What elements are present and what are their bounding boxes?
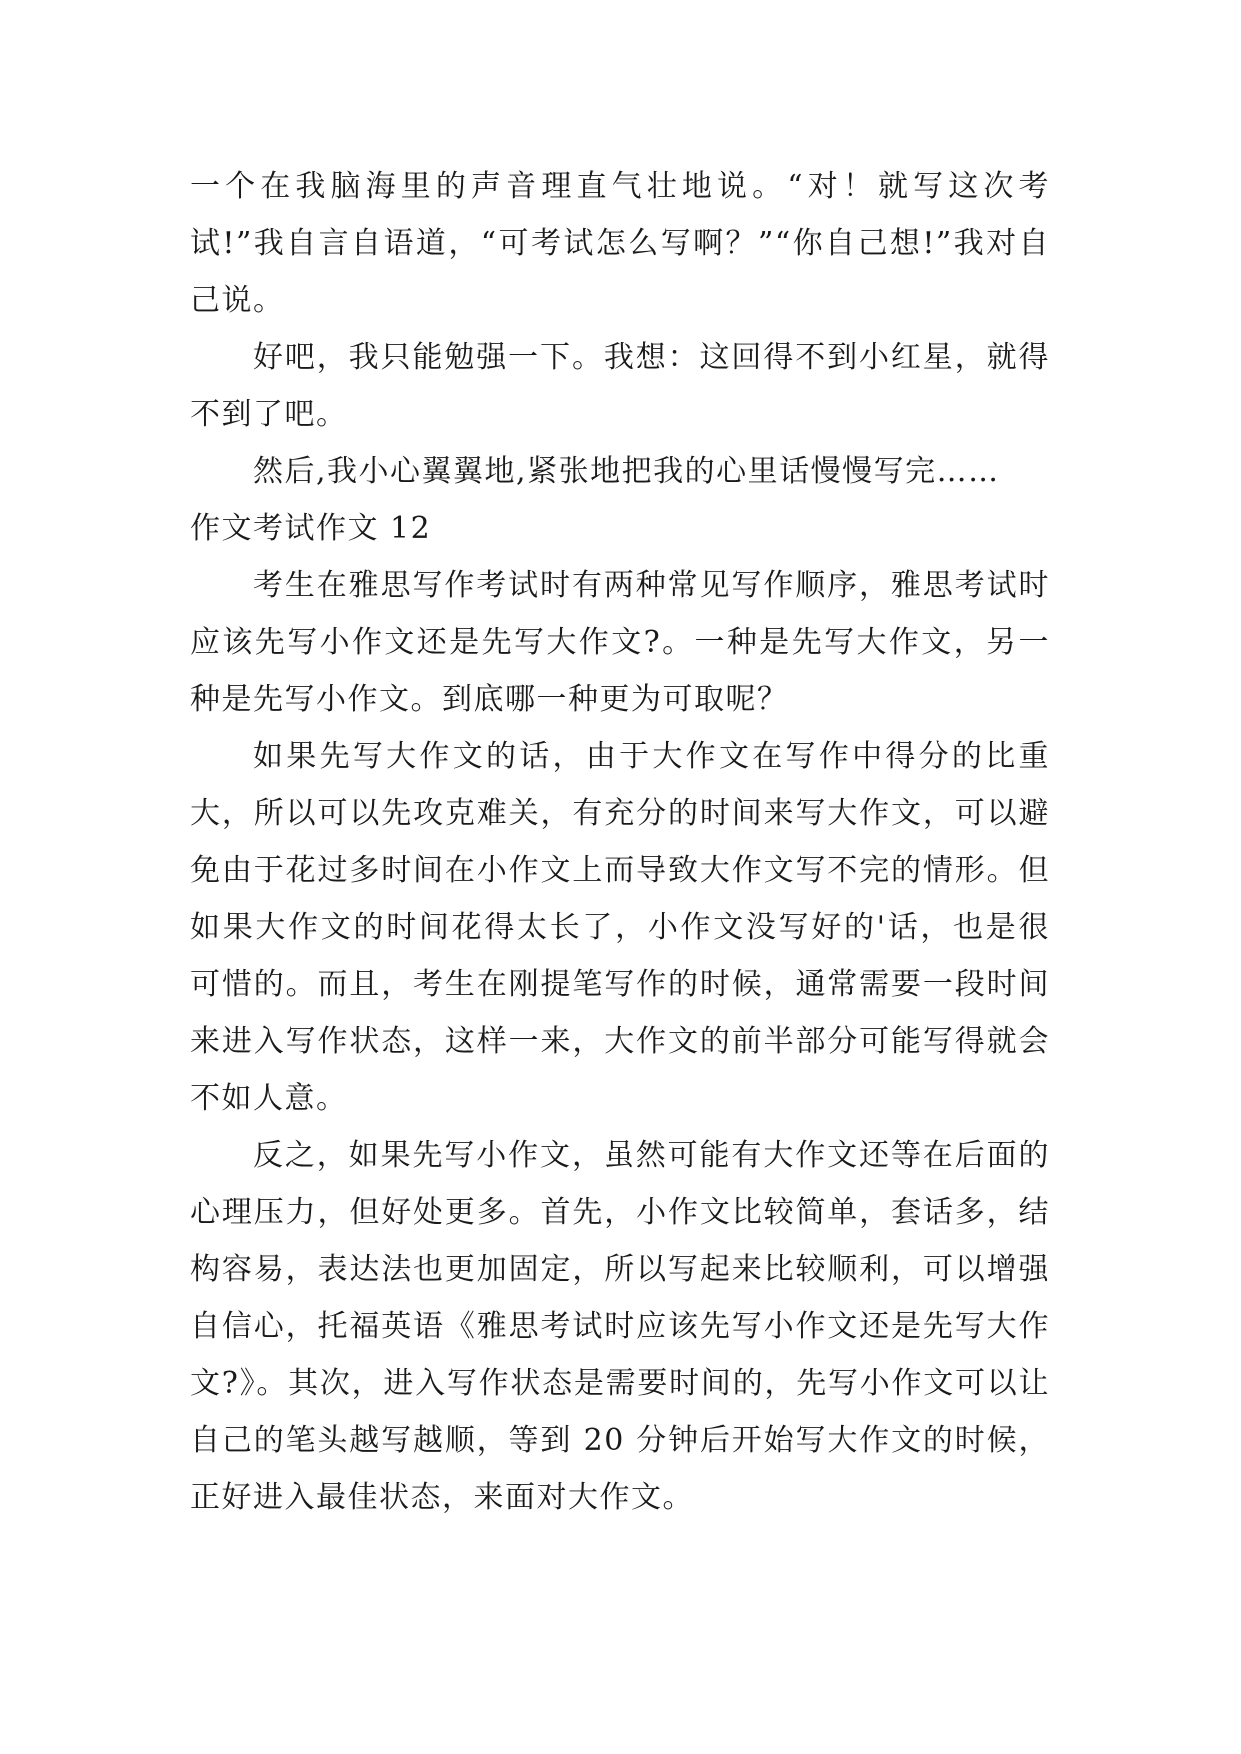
section-title: 作文考试作文 12 — [190, 511, 432, 546]
paragraph: 然后,我小心翼翼地,紧张地把我的心里话慢慢写完…… — [253, 454, 1000, 489]
document-body — [190, 158, 1050, 1526]
paragraph-continuation: 一个在我脑海里的声音理直气壮地说。“对！就写这次考试!”我自言自语道，“可考试怎么写啊？”“你自己想!”我对自己说。 — [190, 169, 1050, 318]
paragraph: 考生在雅思写作考试时有两种常见写作顺序，雅思考试时应该先写小作文还是先写大作文?。一种是先写大作文，另一种是先写小作文。到底哪一种更为可取呢？ — [190, 568, 1050, 717]
paragraph: 反之，如果先写小作文，虽然可能有大作文还等在后面的心理压力，但好处更多。首先，小作文比较简单，套话多，结构容易，表达法也更加固定，所以写起来比较顺利，可以增强自信心，托福英语《雅思考试时应该先写小作文还是先写大作文?》。其次，进入写作状态是需要时间的，先写小作文可以让自己的笔头越写越顺，等到 20 分钟后开始写大作文的时候，正好进入最佳状态，来面对大作文。 — [190, 1138, 1050, 1515]
paragraph: 如果先写大作文的话，由于大作文在写作中得分的比重大，所以可以先攻克难关，有充分的时间来写大作文，可以避免由于花过多时间在小作文上而导致大作文写不完的情形。但如果大作文的时间花得太长了，小作文没写好的'话，也是很可惜的。而且，考生在刚提笔写作的时候，通常需要一段时间来进入写作状态，这样一来，大作文的前半部分可能写得就会不如人意。 — [190, 739, 1050, 1116]
paragraph: 好吧，我只能勉强一下。我想：这回得不到小红星，就得不到了吧。 — [190, 340, 1050, 432]
